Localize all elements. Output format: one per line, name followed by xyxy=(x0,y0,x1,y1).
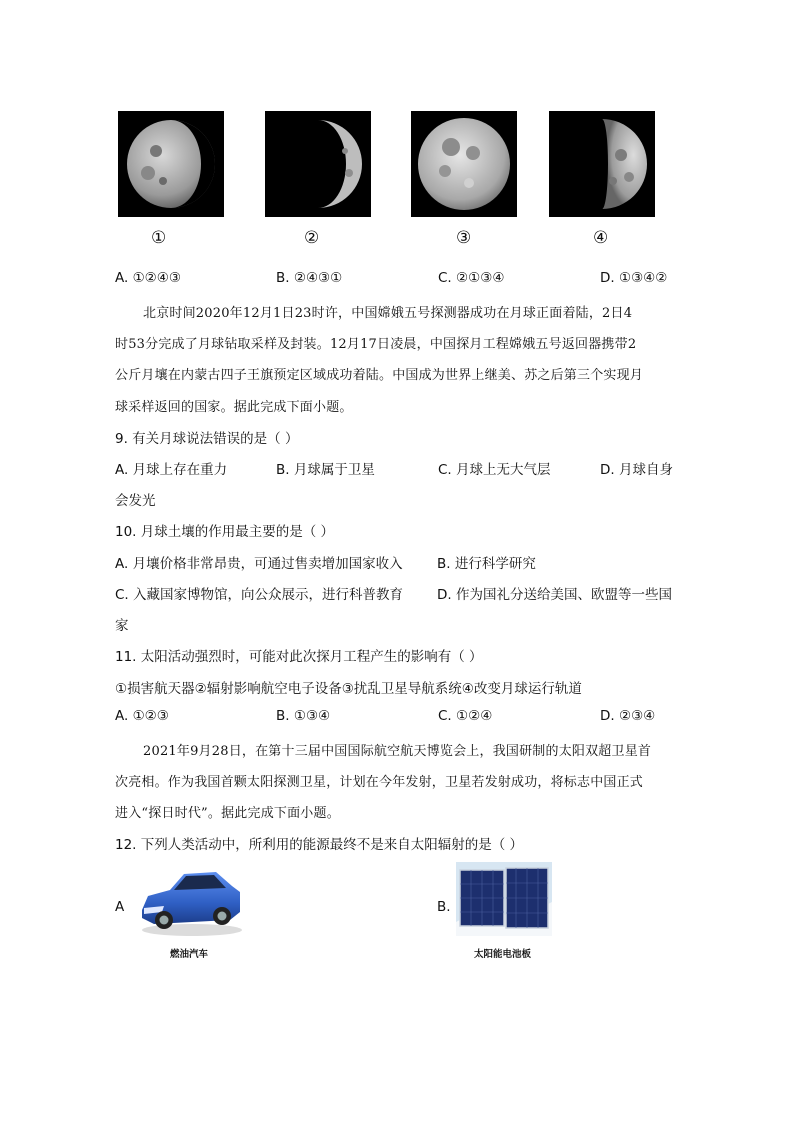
q10-stem: 10. 月球土壤的作用最主要的是（ ） xyxy=(115,524,335,540)
q9-option-d: D. 月球自身 xyxy=(600,462,673,478)
passage2-line-2: 次亮相。作为我国首颗太阳探测卫星，计划在今年发射，卫星若发射成功，将标志中国正式 xyxy=(115,775,644,790)
q12-option-a-caption: 燃油汽车 xyxy=(170,949,209,960)
q12-option-b-caption: 太阳能电池板 xyxy=(474,949,532,960)
q10-option-b: B. 进行科学研究 xyxy=(437,556,536,572)
q12-option-a-label: A xyxy=(115,899,125,915)
q10-option-d-continued: 家 xyxy=(115,618,129,634)
moon-label-4: ④ xyxy=(593,228,609,248)
passage1-line-2: 时53分完成了月球钻取采样及封装。12月17日凌晨，中国探月工程嫦娥五号返回器携带2 xyxy=(115,337,637,352)
passage2-line-1: 2021年9月28日，在第十三届中国国际航空航天博览会上，我国研制的太阳双超卫星首 xyxy=(143,744,652,759)
q12-option-b-label: B. xyxy=(437,899,451,915)
q11-items: ①损害航天器②辐射影响航空电子设备③扰乱卫星导航系统④改变月球运行轨道 xyxy=(115,681,582,697)
q11-option-b: B. ①③④ xyxy=(276,708,331,724)
q9-option-d-continued: 会发光 xyxy=(115,493,156,509)
passage1-line-4: 球采样返回的国家。据此完成下面小题。 xyxy=(115,400,353,415)
passage1-line-1: 北京时间2020年12月1日23时许，中国嫦娥五号探测器成功在月球正面着陆，2日4 xyxy=(143,306,633,321)
q10-option-a: A. 月壤价格非常昂贵，可通过售卖增加国家收入 xyxy=(115,556,403,572)
solar-panel-image xyxy=(456,862,552,936)
q9-stem: 9. 有关月球说法错误的是（ ） xyxy=(115,431,299,447)
q9-option-a: A. 月球上存在重力 xyxy=(115,462,228,478)
q10-option-c: C. 入藏国家博物馆，向公众展示，进行科普教育 xyxy=(115,587,404,603)
q11-stem: 11. 太阳活动强烈时，可能对此次探月工程产生的影响有（ ） xyxy=(115,649,483,665)
moon-image-4 xyxy=(549,111,655,217)
q11-option-d: D. ②③④ xyxy=(600,708,656,724)
passage2-line-3: 进入“探日时代”。据此完成下面小题。 xyxy=(115,806,340,821)
moon-label-1: ① xyxy=(151,228,167,248)
q8-option-a: A. ①②④③ xyxy=(115,270,181,286)
moon-image-2 xyxy=(265,111,371,217)
fuel-car-image xyxy=(134,862,246,938)
moon-image-1 xyxy=(118,111,224,217)
moon-label-3: ③ xyxy=(456,228,472,248)
q9-option-c: C. 月球上无大气层 xyxy=(438,462,551,478)
q11-option-c: C. ①②④ xyxy=(438,708,493,724)
moon-label-2: ② xyxy=(304,228,320,248)
q12-stem: 12. 下列人类活动中，所利用的能源最终不是来自太阳辐射的是（ ） xyxy=(115,837,524,853)
moon-image-3 xyxy=(411,111,517,217)
q8-option-d: D. ①③④② xyxy=(600,270,668,286)
q10-option-d: D. 作为国礼分送给美国、欧盟等一些国 xyxy=(437,587,672,603)
passage1-line-3: 公斤月壤在内蒙古四子王旗预定区域成功着陆。中国成为世界上继美、苏之后第三个实现月 xyxy=(115,368,644,383)
q9-option-b: B. 月球属于卫星 xyxy=(276,462,375,478)
q8-option-c: C. ②①③④ xyxy=(438,270,505,286)
q11-option-a: A. ①②③ xyxy=(115,708,169,724)
q8-option-b: B. ②④③① xyxy=(276,270,343,286)
